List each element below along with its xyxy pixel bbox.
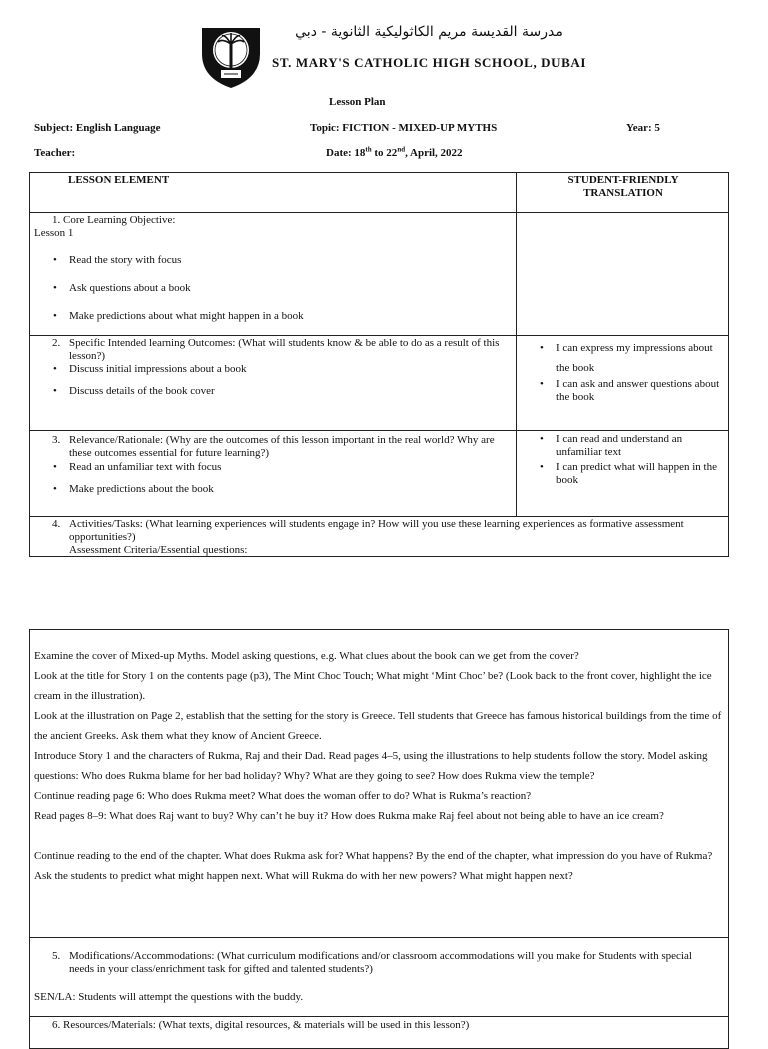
row5-heading: Modifications/Accommodations: (What curriculum modifications and/or classroom accommodations will you make for Students with special needs in your class/enrichment task for gifted and talented students?) — [69, 950, 692, 975]
row5-sen-note: SEN/LA: Students will attempt the questions with the buddy. — [34, 991, 304, 1003]
list-item: • Make predictions about the book — [53, 483, 493, 496]
row5-number: 5. — [52, 950, 61, 962]
list-item: • Read an unfamiliar text with focus — [53, 461, 493, 474]
activity-paragraph: Introduce Story 1 and the characters of Rukma, Raj and their Dad. Read pages 4–5, using the illustrations to help students follow the story. Model asking questions: Who does Rukma blame for her bad holiday? Why? What are they going to see? How does Rukma view the temple? — [34, 750, 708, 782]
activity-paragraph: Continue reading to the end of the chapter. What does Rukma ask for? What happens? By the end of the chapter, what impression do you have of Rukma? — [34, 850, 713, 862]
row1-lesson: Lesson 1 — [34, 227, 74, 239]
row4-heading: Activities/Tasks: (What learning experiences will students engage in? How will you use these learning experiences as formative assessment opportunities?) — [69, 518, 684, 543]
list-item: • I can predict what will happen in the book — [540, 461, 722, 487]
row3-number: 3. — [52, 434, 61, 446]
year-label: Year: 5 — [626, 122, 660, 134]
col-header-translation: STUDENT-FRIENDLY TRANSLATION — [567, 174, 679, 199]
school-name: ST. MARY'S CATHOLIC HIGH SCHOOL, DUBAI — [272, 55, 587, 70]
col-header-lesson-element: LESSON ELEMENT — [68, 174, 170, 186]
activity-paragraph: Examine the cover of Mixed-up Myths. Model asking questions, e.g. What clues about the book can we get from the cover? — [34, 650, 579, 662]
activity-paragraph: Look at the illustration on Page 2, establish that the setting for the story is Greece. Tell students that Greece has famous historical buildings from the time of the ancient Greeks. Ask them what they know of Ancient Greece. — [34, 710, 722, 742]
list-item: • Make predictions about what might happen in a book — [53, 310, 493, 323]
row2-translation-list — [540, 338, 722, 404]
list-item: • Ask questions about a book — [53, 282, 493, 295]
teacher-label: Teacher: — [34, 147, 76, 159]
list-item: • I can express my impressions about the book — [540, 338, 722, 378]
school-name-arabic: مدرسة القديسة مريم الكاثوليكية الثانوية - دبي — [295, 24, 563, 40]
activity-paragraph: Ask the students to predict what might happen next. What will Rukma do with her new powers? What might happen next? — [34, 870, 573, 882]
row2-number: 2. — [52, 337, 61, 349]
row4-assessment-criteria: Assessment Criteria/Essential questions: — [69, 544, 248, 556]
row3-translation-list — [540, 433, 722, 487]
topic-label: Topic: FICTION - MIXED-UP MYTHS — [310, 122, 498, 134]
list-item: • Read the story with focus — [53, 254, 493, 267]
row6-heading: 6. Resources/Materials: (What texts, digital resources, & materials will be used in this lesson?) — [52, 1019, 470, 1031]
activities-text — [34, 646, 724, 886]
row1-heading: 1. Core Learning Objective: — [52, 214, 176, 226]
subject-label: Subject: English Language — [34, 122, 161, 134]
row1-objectives-list — [53, 254, 493, 323]
list-item: • I can read and understand an unfamiliar text — [540, 433, 722, 459]
activity-paragraph: Look at the title for Story 1 on the contents page (p3), The Mint Choc Touch; What might ‘Mint Choc’ be? (Look back to the front cover, highlight the ice cream in the illustration). — [34, 670, 712, 702]
date-label: Date: 18th to 22nd, April, 2022 — [326, 145, 463, 159]
list-item: • Discuss initial impressions about a book — [53, 363, 493, 376]
row2-outcomes-list — [53, 363, 493, 398]
school-crest-logo — [198, 24, 264, 90]
row3-heading: Relevance/Rationale: (Why are the outcomes of this lesson important in the real world? Why are these outcomes essential for future learning?) — [69, 434, 495, 459]
list-item: • I can ask and answer questions about the book — [540, 378, 722, 404]
list-item: • Discuss details of the book cover — [53, 385, 493, 398]
activity-paragraph: Read pages 8–9: What does Raj want to buy? Why can’t he buy it? How does Rukma make Raj feel about not being able to have an ice cream? — [34, 810, 664, 822]
row2-heading: Specific Intended learning Outcomes: (What will students know & be able to do as a result of this lesson?) — [69, 337, 500, 362]
document-title: Lesson Plan — [329, 96, 386, 108]
activity-paragraph: Continue reading page 6: Who does Rukma meet? What does the woman offer to do? What is Rukma’s reaction? — [34, 790, 532, 802]
spacer — [34, 826, 724, 846]
row3-rationale-list — [53, 461, 493, 496]
row4-number: 4. — [52, 518, 61, 530]
